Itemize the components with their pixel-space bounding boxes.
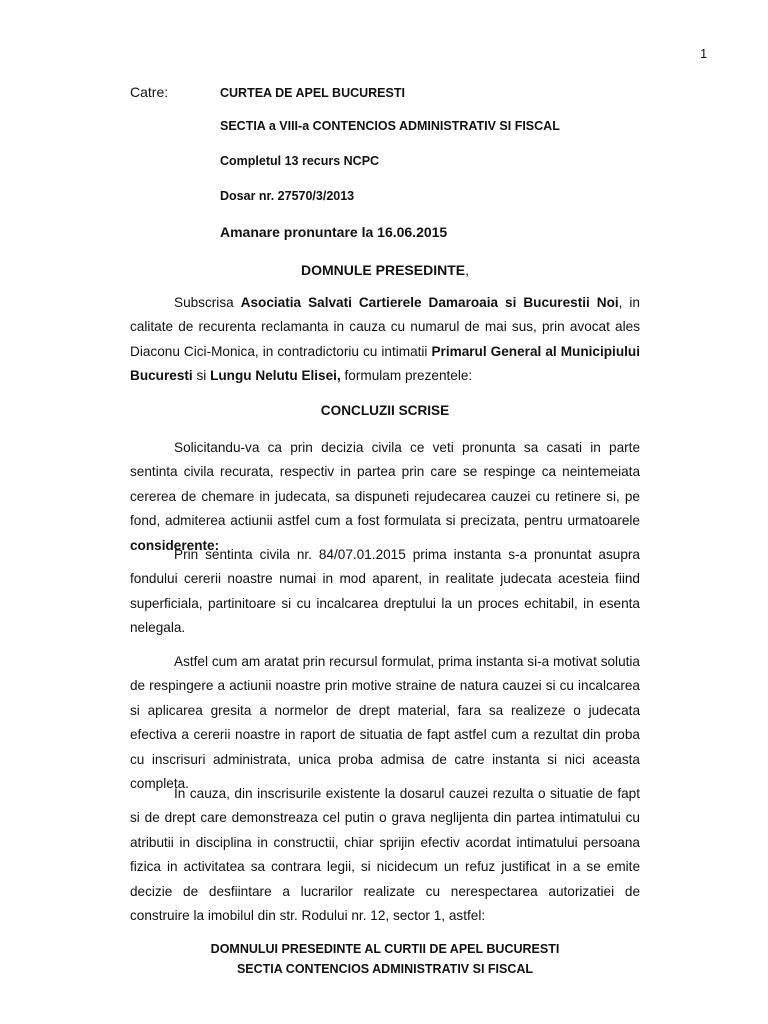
- paragraph-facts: In cauza, din inscrisurile existente la dosarul cauzei rezulta o situatie de fapt si de drept care demonstreaza cel putin o grava neglijenta din partea intimatului cu atributii in disciplina in constructii, chiar sprijin efectiv acordat intimatului persoana fizica in activitatea sa contrara legii, si nicidecum un refuz justificat in a se emite decizie de desfiintare a lucrarilor realizate cu nerespectarea autorizatiei de construire la imobilul din str. Rodului nr. 12, sector 1, astfel:: [130, 786, 640, 924]
- paragraph-appeal: Astfel cum am aratat prin recursul formulat, prima instanta si-a motivat solutia de respingere a actiunii noastre prin motive straine de natura cauzei si cu incalcarea si aplicarea gresita a normelor de drept material, fara sa realizeze o judecata efectiva a cererii noastre in raport de situatia de fapt astfel cum a rezultat din proba cu inscrisuri administrata, unica proba admisa de catre instanta si nici aceasta completa.: [130, 654, 640, 792]
- respondent-1-name: Primarul General al Municipiului Bucuresti: [130, 343, 640, 384]
- paragraph-sentence: Prin sentinta civila nr. 84/07.01.2015 prima instanta s-a pronuntat asupra fondului cererii noastre numai in mod aparent, in realitate judecata acesteia fiind superficiala, partinitoare si cu incalcarea dreptului la un proces echitabil, in esenta nelegala.: [130, 547, 640, 636]
- addressee-label: Catre:: [130, 84, 169, 100]
- salutation-text: DOMNULE PRESEDINTE: [300, 262, 466, 278]
- intro-text-1: Subscrisa: [174, 295, 241, 310]
- court-name: CURTEA DE APEL BUCURESTI: [220, 86, 405, 100]
- addressee-row-panel: [130, 154, 690, 189]
- file-number: Dosar nr. 27570/3/2013: [220, 189, 355, 203]
- addressee-row-file: [130, 189, 690, 224]
- request-bold-word: considerente:: [130, 537, 220, 553]
- salutation-punct: ,: [465, 262, 469, 278]
- footer-line-2: SECTIA CONTENCIOS ADMINISTRATIV SI FISCAL: [236, 962, 534, 976]
- intro-paragraph: [130, 291, 640, 389]
- section-heading: CONCLUZII SCRISE: [320, 403, 450, 418]
- plaintiff-name: Asociatia Salvati Cartierele Damaroaia si Bucurestii Noi: [240, 295, 619, 310]
- footer-addressee: [130, 939, 640, 979]
- respondent-2-name: Lungu Nelutu Elisei,: [210, 368, 341, 384]
- addressee-row-postponement: [130, 224, 690, 259]
- court-section: SECTIA a VIII-a CONTENCIOS ADMINISTRATIV SI FISCAL: [220, 119, 560, 133]
- addressee-block: [130, 84, 690, 259]
- salutation: [130, 262, 640, 278]
- addressee-row-court: [130, 84, 690, 119]
- addressee-row-section: [130, 119, 690, 154]
- intro-text-4: formulam prezentele:: [340, 368, 473, 384]
- footer-line-1: DOMNULUI PRESEDINTE AL CURTII DE APEL BUCURESTI: [210, 942, 560, 956]
- request-text: Solicitandu-va ca prin decizia civila ce veti pronunta sa casati in parte sentinta civila recurata, respectiv in partea prin care se respinge ca neintemeiata cererea de chemare in judecata, sa dispuneti rejudecarea cauzei cu retinere si, pe fond, admiterea actiunii astfel cum a fost formulata si precizata, pentru urmatoarele: [130, 440, 640, 529]
- court-panel: Completul 13 recurs NCPC: [220, 154, 380, 168]
- postponement-note: Amanare pronuntare la 16.06.2015: [220, 224, 448, 240]
- paragraph-request: [130, 436, 640, 558]
- page-number: 1: [700, 46, 708, 61]
- intro-text-2: , in calitate de recurenta reclamanta in cauza cu numarul de mai sus, prin avocat ales Diaconu Cici-Monica, in contradictoriu cu intimatii: [130, 295, 640, 359]
- intro-text-3: si: [192, 368, 211, 384]
